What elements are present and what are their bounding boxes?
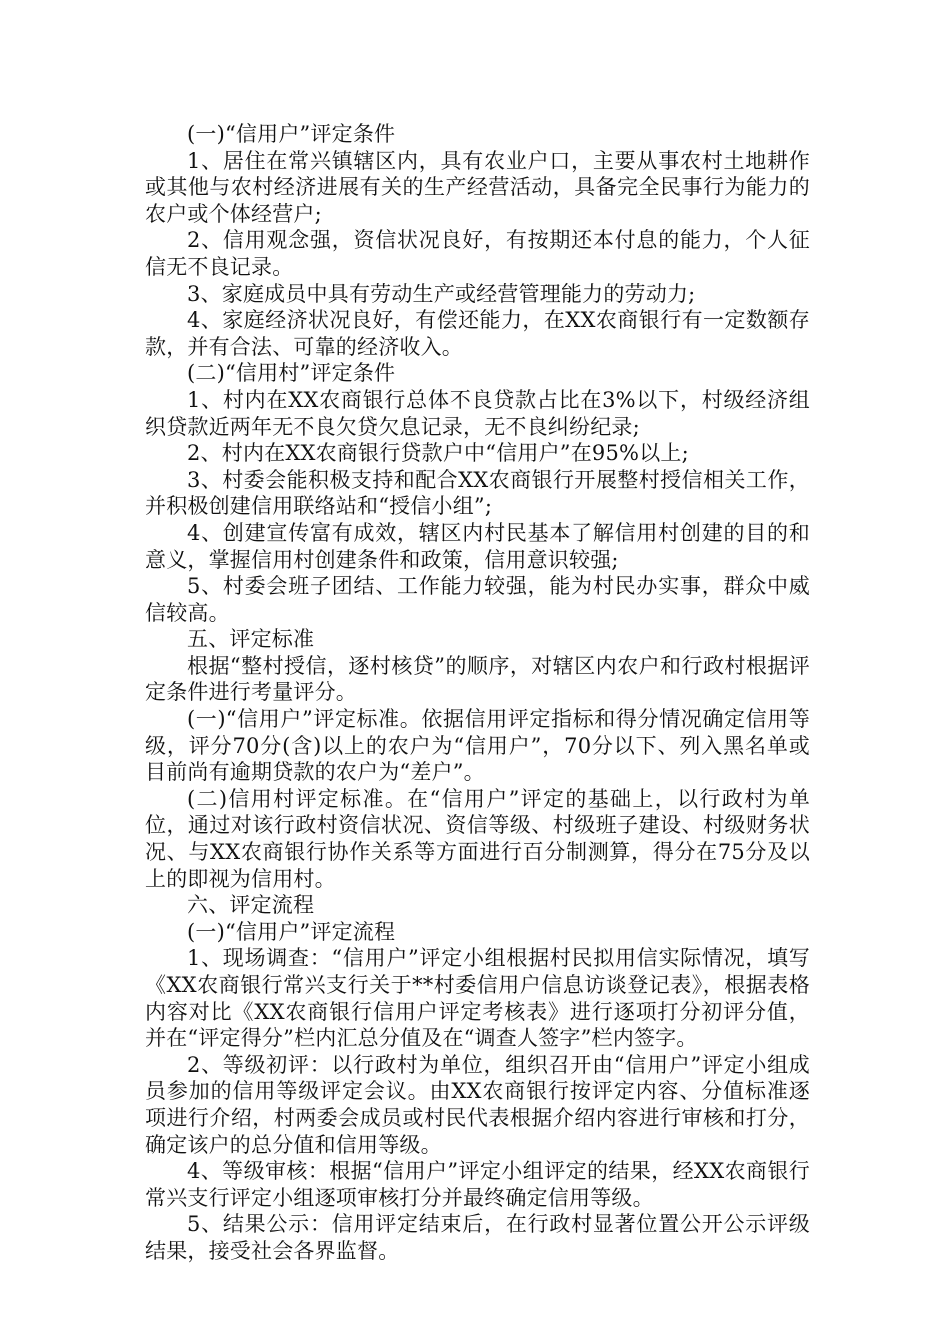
process-step-initial-rating: 2、等级初评：以行政村为单位，组织召开由“信用户”评定小组成员参加的信用等级评定会议。由XX农商银行按评定内容、分值标准逐项进行介绍，村两委会成员或村民代表根据介绍内容进行审核和打分，确定该户的总分值和信用等级。 bbox=[145, 1052, 810, 1157]
village-condition-1: 1、村内在XX农商银行总体不良贷款占比在3%以下，村级经济组织贷款近两年无不良欠贷欠息记录，无不良纠纷纪录; bbox=[145, 387, 810, 439]
village-condition-4: 4、创建宣传富有成效，辖区内村民基本了解信用村创建的目的和意义，掌握信用村创建条件和政策，信用意识较强; bbox=[145, 520, 810, 572]
standards-intro: 根据“整村授信，逐村核贷”的顺序，对辖区内农户和行政村根据评定条件进行考量评分。 bbox=[145, 653, 810, 705]
village-standard: (二)信用村评定标准。在“信用户”评定的基础上，以行政村为单位，通过对该行政村资信状况、资信等级、村级班子建设、村级财务状况、与XX农商银行协作关系等方面进行百分制测算，得分在75分及以上的即视为信用村。 bbox=[145, 786, 810, 891]
heading-village-conditions: (二)“信用村”评定条件 bbox=[187, 361, 396, 386]
village-condition-3: 3、村委会能积极支持和配合XX农商银行开展整村授信相关工作，并积极创建信用联络站和“授信小组”; bbox=[145, 467, 810, 519]
village-condition-5: 5、村委会班子团结、工作能力较强，能为村民办实事，群众中威信较高。 bbox=[145, 574, 810, 625]
household-standard: (一)“信用户”评定标准。依据信用评定指标和得分情况确定信用等级，评分70分(含)以上的农户为“信用户”，70分以下、列入黑名单或目前尚有逾期贷款的农户为“差户”。 bbox=[145, 707, 810, 785]
village-condition-2: 2、村内在XX农商银行贷款户中“信用户”在95%以上; bbox=[187, 441, 689, 466]
process-step-publicity: 5、结果公示：信用评定结束后，在行政村显著位置公开公示评级结果，接受社会各界监督。 bbox=[145, 1212, 810, 1263]
household-condition-4: 4、家庭经济状况良好，有偿还能力，在XX农商银行有一定数额存款，并有合法、可靠的经济收入。 bbox=[145, 308, 810, 359]
section-heading-standards: 五、评定标准 bbox=[187, 627, 315, 652]
household-condition-2: 2、信用观念强，资信状况良好，有按期还本付息的能力，个人征信无不良记录。 bbox=[145, 228, 810, 279]
heading-household-conditions: (一)“信用户”评定条件 bbox=[187, 122, 396, 146]
household-condition-3: 3、家庭成员中具有劳动生产或经营管理能力的劳动力; bbox=[187, 281, 696, 306]
heading-household-process: (一)“信用户”评定流程 bbox=[187, 919, 396, 944]
household-condition-1: 1、居住在常兴镇辖区内，具有农业户口，主要从事农村土地耕作或其他与农村经济进展有关的生产经营活动，具备完全民事行为能力的农户或个体经营户; bbox=[145, 148, 810, 226]
process-step-review: 4、等级审核：根据“信用户”评定小组评定的结果，经XX农商银行常兴支行评定小组逐项审核打分并最终确定信用等级。 bbox=[145, 1159, 810, 1210]
process-step-survey: 1、现场调查：“信用户”评定小组根据村民拟用信实际情况，填写《XX农商银行常兴支行关于**村委信用户信息访谈登记表》，根据表格内容对比《XX农商银行信用户评定考核表》进行逐项打分初评分值，并在“评定得分”栏内汇总分值及在“调查人签字”栏内签字。 bbox=[145, 946, 810, 1051]
section-heading-process: 六、评定流程 bbox=[187, 893, 315, 918]
